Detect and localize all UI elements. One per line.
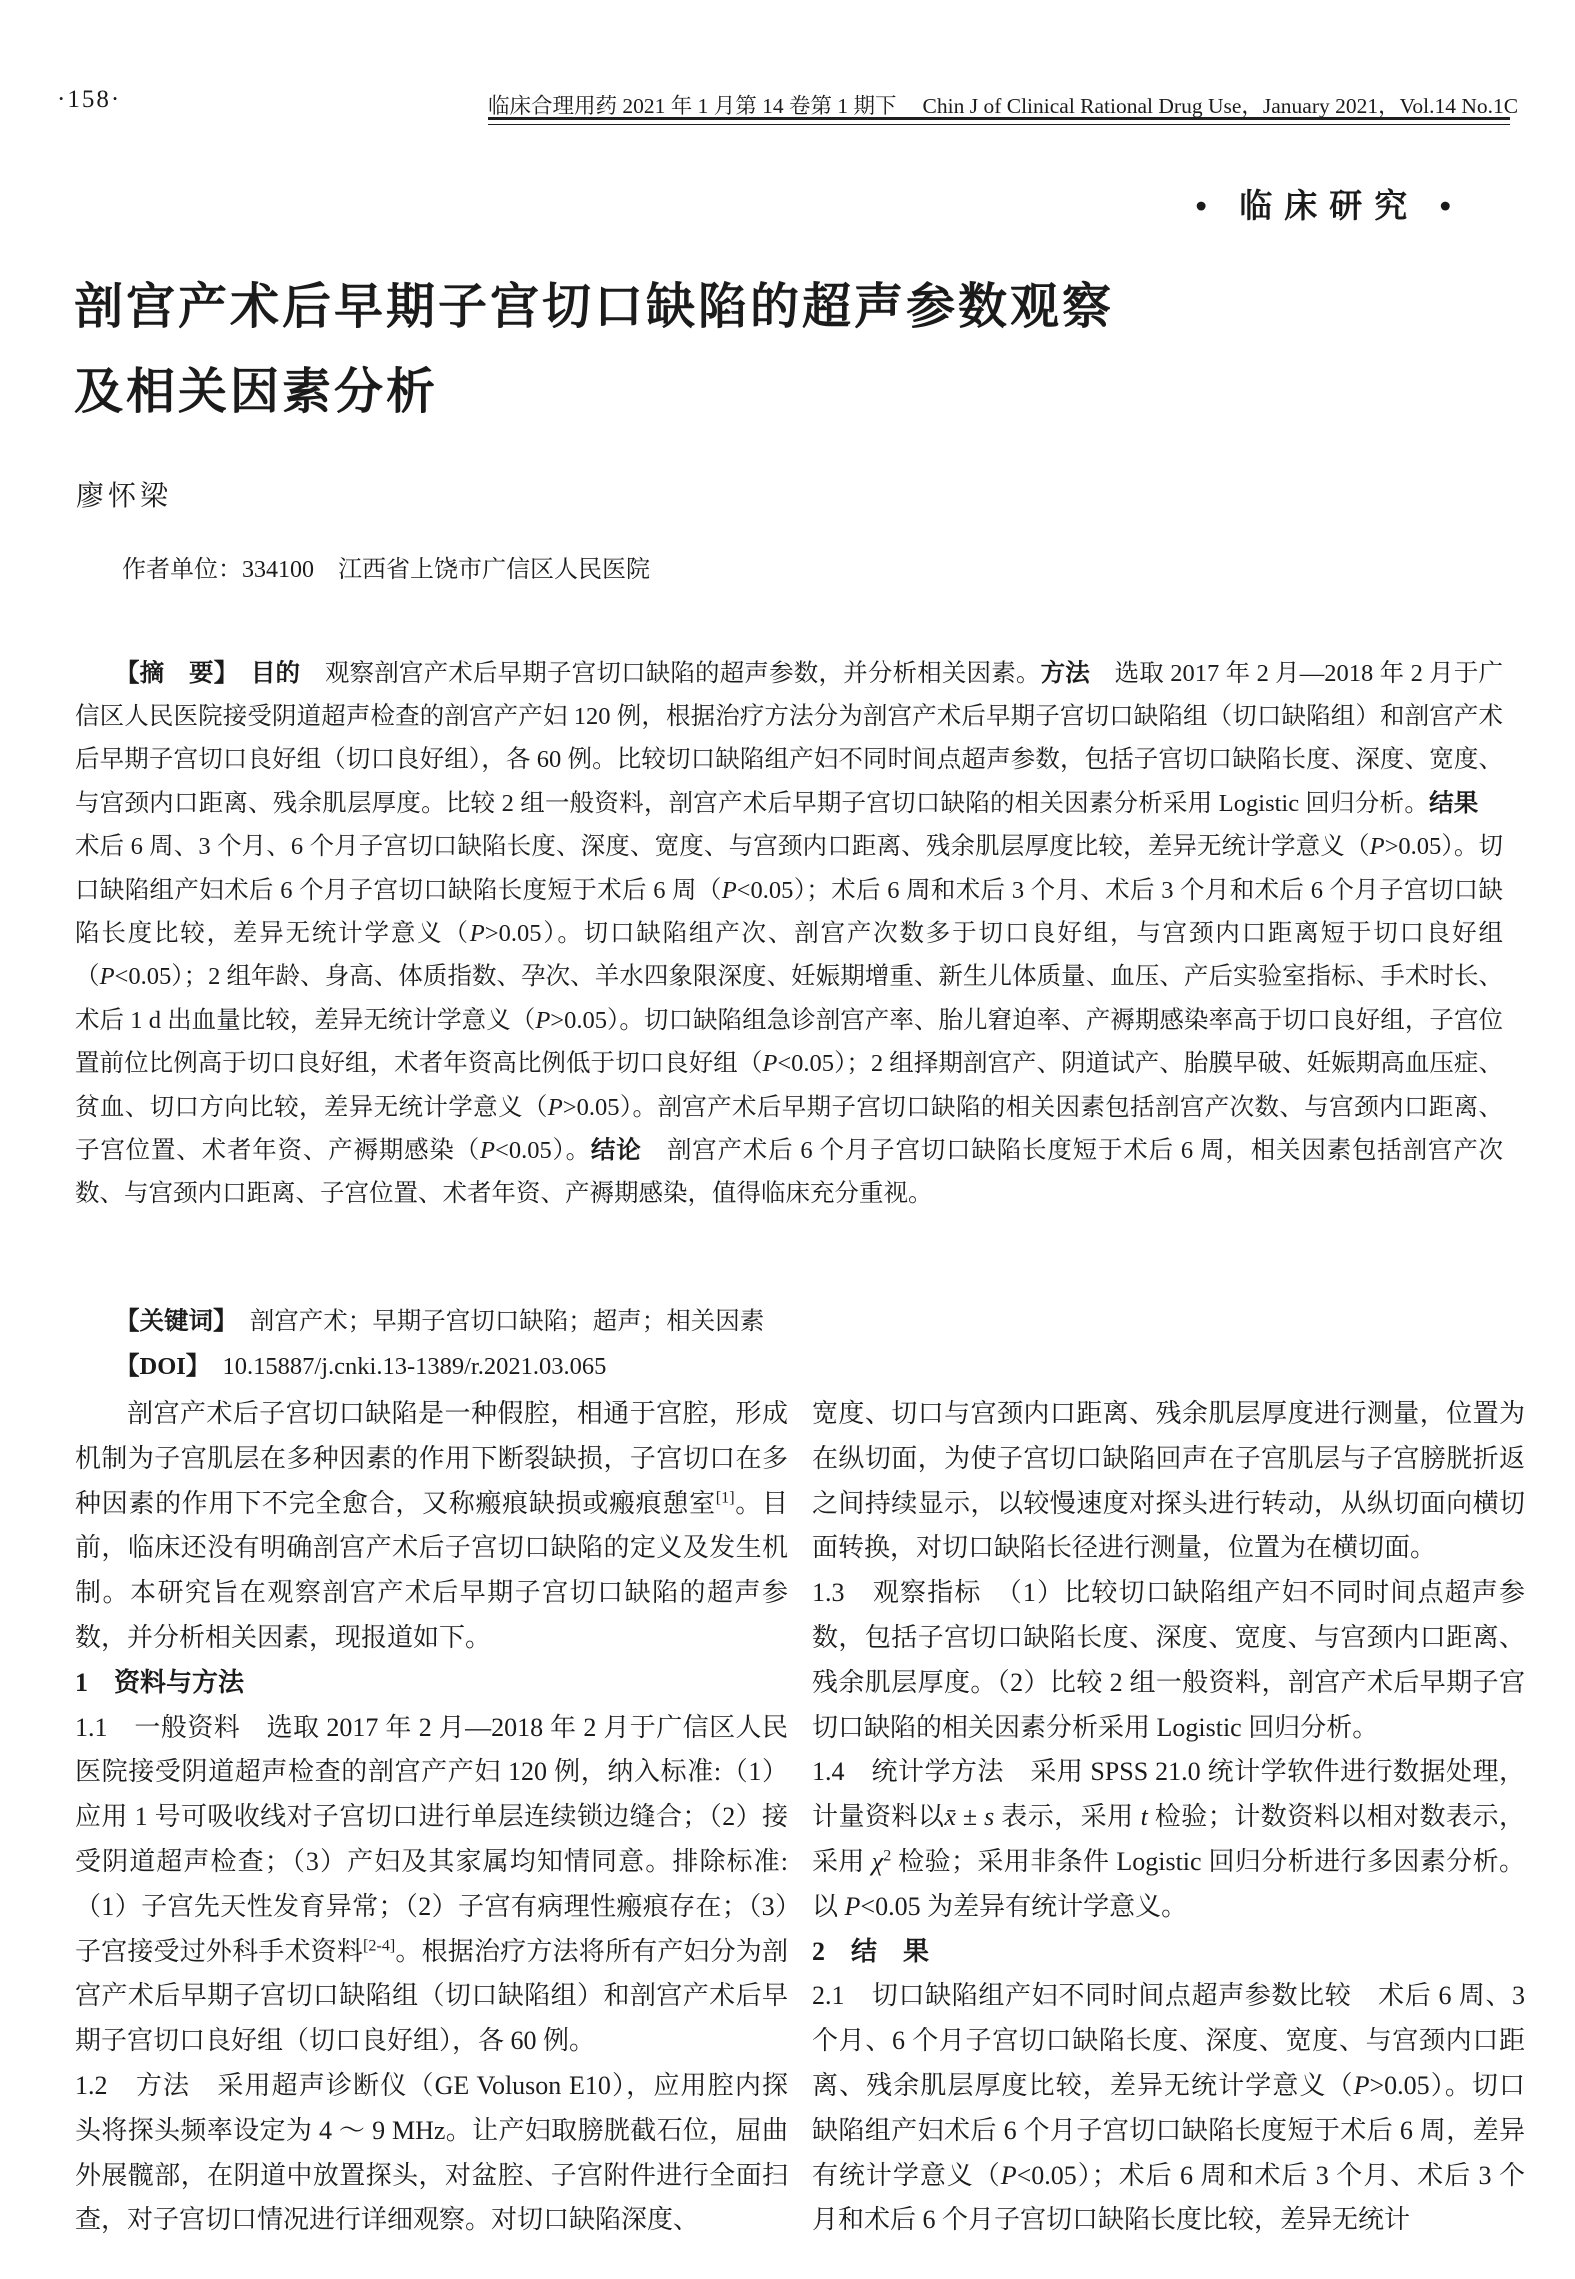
journal-title-en: Chin J of Clinical Rational Drug Use，January 2021，Vol.14 No.1C <box>922 94 1519 118</box>
section-label: • 临床研究 • <box>1195 189 1463 225</box>
keywords-line: 【关键词】 剖宫产术；早期子宫切口缺陷；超声；相关因素 <box>115 1307 765 1335</box>
paragraph-method-continuation: 宽度、切口与宫颈内口距离、残余肌层厚度进行测量，位置为在纵切面，为使子宫切口缺陷回声在子宫肌层与子宫膀胱折返之间持续显示，以较慢速度对探头进行转动，从纵切面向横切面转换，对切口缺陷长径进行测量，位置为在横切面。 <box>812 1399 1525 1563</box>
body-left-column <box>75 1392 788 2243</box>
paragraph-result-comparison: 2.1 切口缺陷组产妇不同时间点超声参数比较 术后 6 周、3 个月、6 个月子宫切口缺陷长度、深度、宽度、与宫颈内口距离、残余肌层厚度比较，差异无统计学意义（P>0.05）。切口缺陷组产妇术后 6 个月子宫切口缺陷长度短于术后 6 周，差异有统计学意义（P<0.05）；术后 6 周和术后 3 个月、术后 3 个月和术后 6 个月子宫切口缺陷长度比较，差异无统计 <box>812 1981 1525 2235</box>
header-rule <box>488 117 1510 125</box>
journal-title-cn: 临床合理用药 2021 年 1 月第 14 卷第 1 期下 <box>488 94 897 118</box>
author-name: 廖怀梁 <box>76 481 173 512</box>
journal-info <box>488 89 1518 120</box>
doi-line: 【DOI】 10.15887/j.cnki.13-1389/r.2021.03.065 <box>115 1352 607 1380</box>
body-right-column <box>812 1392 1525 2243</box>
paragraph-statistics-method: 1.4 统计学方法 采用 SPSS 21.0 统计学软件进行数据处理，计量资料以x̄ ± s 表示，采用 t 检验；计数资料以相对数表示，采用 $\chi^2$ 检验；采用非条件 Logistic 回归分析进行多因素分析。以 P<0.05 为差异有统计学意义。 <box>812 1757 1525 1921</box>
intro-paragraph: 剖宫产术后子宫切口缺陷是一种假腔，相通于宫腔，形成机制为子宫肌层在多种因素的作用下断裂缺损，子宫切口在多种因素的作用下不完全愈合，又称瘢痕缺损或瘢痕憩室[1]。目前，临床还没有明确剖宫产术后子宫切口缺陷的定义及发生机制。本研究旨在观察剖宫产术后早期子宫切口缺陷的超声参数，并分析相关因素，现报道如下。 <box>75 1399 788 1652</box>
article-title <box>74 264 1254 434</box>
paragraph-general-data: 1.1 一般资料 选取 2017 年 2 月—2018 年 2 月于广信区人民医院接受阴道超声检查的剖宫产产妇 120 例，纳入标准:（1）应用 1 号可吸收线对子宫切口进行单层连续锁边缝合；（2）接受阴道超声检查；（3）产妇及其家属均知情同意。排除标准:（1）子宫先天性发育异常；（2）子宫有病理性瘢痕存在；（3）子宫接受过外科手术资料[2-4]。根据治疗方法将所有产妇分为剖宫产术后早期子宫切口缺陷组（切口缺陷组）和剖宫产术后早期子宫切口良好组（切口良好组），各 60 例。 <box>75 1712 788 2056</box>
abstract-paragraph: 【摘 要】 目的 观察剖宫产术后早期子宫切口缺陷的超声参数，并分析相关因素。方法 选取 2017 年 2 月—2018 年 2 月于广信区人民医院接受阴道超声检查的剖宫产产妇 120 例，根据治疗方法分为剖宫产术后早期子宫切口缺陷组（切口缺陷组）和剖宫产术后早期子宫切口良好组（切口良好组），各 60 例。比较切口缺陷组产妇不同时间点超声参数，包括子宫切口缺陷长度、深度、宽度、与宫颈内口距离、残余肌层厚度。比较 2 组一般资料，剖宫产术后早期子宫切口缺陷的相关因素分析采用 Logistic 回归分析。结果 术后 6 周、3 个月、6 个月子宫切口缺陷长度、深度、宽度、与宫颈内口距离、残余肌层厚度比较，差异无统计学意义（P>0.05）。切口缺陷组产妇术后 6 个月子宫切口缺陷长度短于术后 6 周（P<0.05）；术后 6 周和术后 3 个月、术后 3 个月和术后 6 个月子宫切口缺陷长度比较，差异无统计学意义（P>0.05）。切口缺陷组产次、剖宫产次数多于切口良好组，与宫颈内口距离短于切口良好组（P<0.05）；2 组年龄、身高、体质指数、孕次、羊水四象限深度、妊娠期增重、新生儿体质量、血压、产后实验室指标、手术时长、术后 1 d 出血量比较，差异无统计学意义（P>0.05）。切口缺陷组急诊剖宫产率、胎儿窘迫率、产褥期感染率高于切口良好组，子宫位置前位比例高于切口良好组，术者年资高比例低于切口良好组（P<0.05）；2 组择期剖宫产、阴道试产、胎膜早破、妊娠期高血压症、贫血、切口方向比较，差异无统计学意义（P>0.05）。剖宫产术后早期子宫切口缺陷的相关因素包括剖宫产次数、与宫颈内口距离、子宫位置、术者年资、产褥期感染（P<0.05）。结论 剖宫产术后 6 个月子宫切口缺陷长度短于术后 6 周，相关因素包括剖宫产次数、与宫颈内口距离、子宫位置、术者年资、产褥期感染，值得临床充分重视。 <box>75 659 1504 1208</box>
section-heading-results: 2 结 果 <box>812 1936 930 1966</box>
author-affiliation: 作者单位：334100 江西省上饶市广信区人民医院 <box>122 557 650 583</box>
page-number: ·158· <box>57 86 122 113</box>
paragraph-method: 1.2 方法 采用超声诊断仪（GE Voluson E10），应用腔内探头将探头频率设定为 4 ～ 9 MHz。让产妇取膀胱截石位，屈曲外展髋部，在阴道中放置探头，对盆腔、子宫附件进行全面扫查，对子宫切口情况进行详细观察。对切口缺陷深度、 <box>75 2070 788 2235</box>
article-title-line2: 及相关因素分析 <box>74 364 439 419</box>
section-heading-materials-methods: 1 资料与方法 <box>75 1667 245 1697</box>
article-title-line1: 剖宫产术后早期子宫切口缺陷的超声参数观察 <box>74 279 1115 334</box>
paragraph-observation-index: 1.3 观察指标 （1）比较切口缺陷组产妇不同时间点超声参数，包括子宫切口缺陷长度、深度、宽度、与宫颈内口距离、残余肌层厚度。（2）比较 2 组一般资料，剖宫产术后早期子宫切口缺陷的相关因素分析采用 Logistic 回归分析。 <box>812 1578 1525 1742</box>
